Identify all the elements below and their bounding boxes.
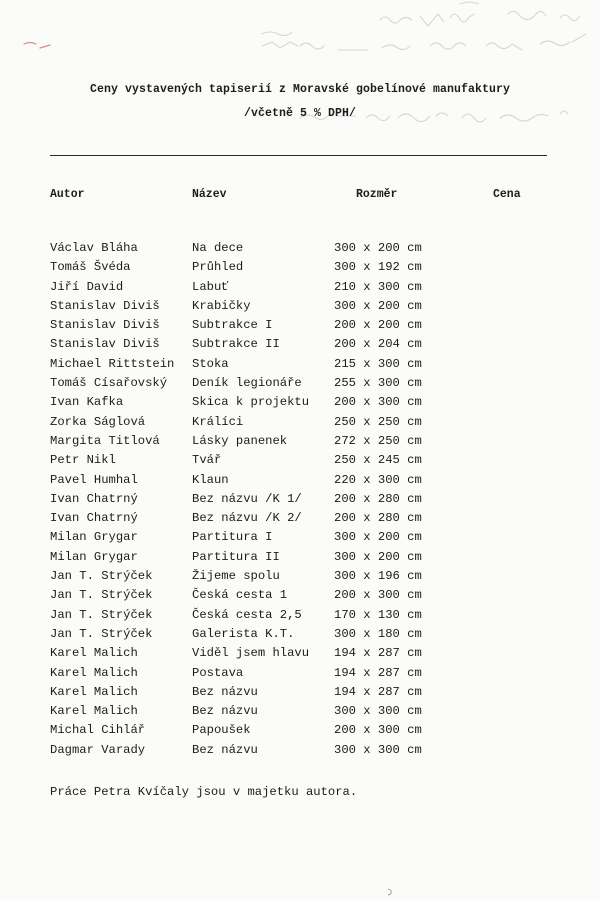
row-author: Ivan Kafka: [50, 395, 124, 410]
row-author: Stanislav Diviš: [50, 318, 160, 333]
row-title: Labuť: [192, 279, 229, 294]
row-size: 250 x 245 cm: [334, 453, 422, 468]
row-author: Stanislav Diviš: [50, 337, 160, 352]
row-title: Česká cesta 2,5: [192, 607, 302, 622]
row-size: 300 x 300 cm: [334, 742, 422, 757]
pen-mark: [386, 888, 394, 896]
row-title: Bez názvu /K 2/: [192, 511, 302, 526]
table-row: [0, 335, 600, 354]
row-author: Karel Malich: [50, 646, 138, 661]
row-author: Jan T. Strýček: [50, 569, 153, 584]
row-size: 200 x 280 cm: [334, 511, 422, 526]
row-size: 300 x 192 cm: [334, 260, 422, 275]
row-author: Tomáš Císařovský: [50, 376, 168, 391]
table-row: [0, 374, 600, 393]
row-author: Václav Bláha: [50, 241, 138, 255]
table-row: [0, 625, 600, 644]
row-title: Galerista K.T.: [192, 626, 295, 641]
row-size: 220 x 300 cm: [334, 472, 422, 487]
table-row: [0, 471, 600, 490]
table-row: [0, 567, 600, 586]
table-row: [0, 586, 600, 605]
row-author: Jan T. Strýček: [50, 607, 153, 622]
table-row: [0, 741, 600, 760]
table-row: [0, 509, 600, 528]
row-title: Bez názvu /K 1/: [192, 491, 302, 506]
row-title: Klaun: [192, 472, 229, 487]
table-row: [0, 432, 600, 451]
column-header-title: Název: [192, 188, 227, 201]
table-row: [0, 393, 600, 412]
row-size: 200 x 300 cm: [334, 588, 422, 603]
row-title: Tvář: [192, 453, 222, 468]
row-title: Bez názvu: [192, 684, 258, 699]
row-size: 300 x 196 cm: [334, 569, 422, 584]
row-author: Karel Malich: [50, 665, 138, 680]
row-size: 250 x 250 cm: [334, 414, 422, 429]
column-header-size: Rozměr: [356, 188, 398, 201]
row-author: Petr Nikl: [50, 453, 116, 468]
table-row: [0, 258, 600, 277]
row-title: Papoušek: [192, 723, 251, 738]
row-title: Králíci: [192, 414, 244, 429]
row-title: Deník legionáře: [192, 376, 302, 391]
row-author: Ivan Chatrný: [50, 491, 138, 506]
row-title: Bez názvu: [192, 742, 258, 757]
row-author: Stanislav Diviš: [50, 298, 160, 313]
row-author: Jan T. Strýček: [50, 588, 153, 603]
row-author: Milan Grygar: [50, 530, 138, 545]
row-author: Michael Rittstein: [50, 356, 175, 371]
row-size: 300 x 180 cm: [334, 626, 422, 641]
row-size: 170 x 130 cm: [334, 607, 422, 622]
table-row: [0, 297, 600, 316]
row-author: Karel Malich: [50, 684, 138, 699]
row-title: Stoka: [192, 356, 229, 371]
ownership-note: Práce Petra Kvíčaly jsou v majetku autora.: [50, 785, 358, 799]
row-author: Ivan Chatrný: [50, 511, 138, 526]
row-size: 194 x 287 cm: [334, 684, 422, 699]
table-row: [0, 683, 600, 702]
table-row: [0, 721, 600, 740]
table-row: [0, 606, 600, 625]
table-row: [0, 664, 600, 683]
row-size: 200 x 204 cm: [334, 337, 422, 352]
row-title: Krabičky: [192, 298, 251, 313]
row-author: Zorka Ságlová: [50, 414, 146, 429]
row-size: 300 x 200 cm: [334, 241, 422, 255]
row-author: Michal Cihlář: [50, 723, 146, 738]
row-title: Na dece: [192, 241, 244, 255]
table-row: [0, 413, 600, 432]
row-size: 300 x 200 cm: [334, 549, 422, 564]
row-size: 255 x 300 cm: [334, 376, 422, 391]
table-row: [0, 644, 600, 663]
row-size: 194 x 287 cm: [334, 646, 422, 661]
row-title: Průhled: [192, 260, 244, 275]
row-author: Jan T. Strýček: [50, 626, 153, 641]
row-size: 300 x 200 cm: [334, 298, 422, 313]
row-size: 210 x 300 cm: [334, 279, 422, 294]
row-author: Margita Titlová: [50, 433, 160, 448]
row-author: Tomáš Švéda: [50, 260, 131, 275]
row-author: Jiří David: [50, 279, 124, 294]
row-title: Lásky panenek: [192, 433, 288, 448]
row-author: Pavel Humhal: [50, 472, 138, 487]
row-title: Subtrakce I: [192, 318, 273, 333]
row-size: 200 x 300 cm: [334, 395, 422, 410]
row-size: 272 x 250 cm: [334, 433, 422, 448]
page-title: Ceny vystavených tapiserií z Moravské gobelínové manufaktury: [89, 83, 511, 96]
price-list-table: [0, 239, 600, 760]
row-title: Viděl jsem hlavu: [192, 646, 310, 661]
row-size: 215 x 300 cm: [334, 356, 422, 371]
table-row: [0, 316, 600, 335]
row-title: Subtrakce II: [192, 337, 280, 352]
table-row: [0, 451, 600, 470]
row-size: 200 x 200 cm: [334, 318, 422, 333]
column-header-author: Autor: [50, 188, 85, 201]
table-row: [0, 278, 600, 297]
column-header-price: Cena: [493, 188, 521, 201]
row-author: Karel Malich: [50, 704, 138, 719]
row-title: Partitura I: [192, 530, 273, 545]
row-title: Bez názvu: [192, 704, 258, 719]
row-title: Postava: [192, 665, 244, 680]
row-size: 200 x 280 cm: [334, 491, 422, 506]
row-size: 194 x 287 cm: [334, 665, 422, 680]
row-size: 200 x 300 cm: [334, 723, 422, 738]
table-row: [0, 528, 600, 547]
table-row: [0, 548, 600, 567]
header-rule: [50, 155, 547, 156]
row-size: 300 x 300 cm: [334, 704, 422, 719]
table-row: [0, 355, 600, 374]
page-subtitle: /včetně 5 % DPH/: [243, 107, 357, 120]
row-author: Milan Grygar: [50, 549, 138, 564]
row-title: Česká cesta 1: [192, 588, 288, 603]
table-row: [0, 490, 600, 509]
row-title: Partitura II: [192, 549, 280, 564]
table-row: [0, 239, 600, 258]
row-title: Žijeme spolu: [192, 569, 280, 584]
row-title: Skica k projektu: [192, 395, 310, 410]
row-size: 300 x 200 cm: [334, 530, 422, 545]
row-author: Dagmar Varady: [50, 742, 146, 757]
table-row: [0, 702, 600, 721]
